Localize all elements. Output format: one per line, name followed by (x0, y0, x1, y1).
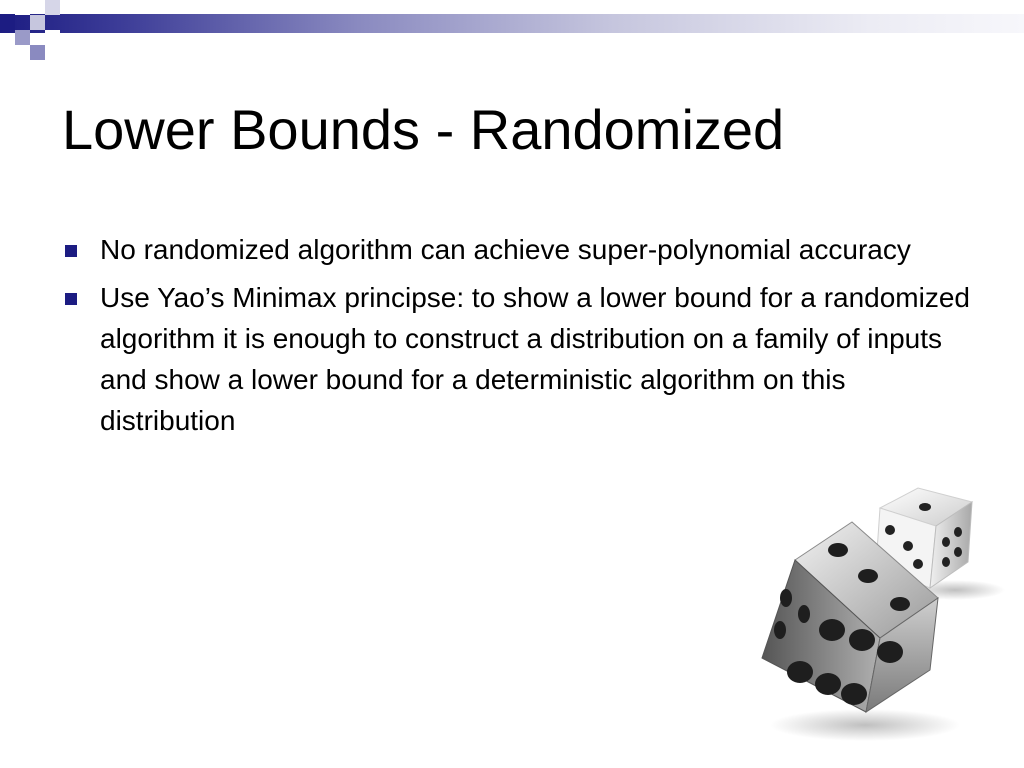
bullet-list (62, 229, 982, 448)
bullet-square-icon (65, 245, 77, 257)
corner-square (45, 0, 60, 15)
bullet-text: No randomized algorithm can achieve super-polynomial accuracy (100, 234, 911, 265)
corner-squares-decoration (0, 0, 80, 62)
corner-square (15, 0, 30, 15)
corner-square (0, 15, 15, 30)
corner-square (45, 30, 60, 45)
bullet-text: Use Yao’s Minimax principse: to show a lower bound for a randomized algorithm it is enough to construct a distribution on a family of inputs and show a lower bound for a deterministic algorithm on this distribution (100, 282, 970, 436)
corner-square (30, 45, 45, 60)
corner-square (15, 30, 30, 45)
bullet-square-icon (65, 293, 77, 305)
dice-shadow (770, 709, 960, 741)
bullet-item (62, 277, 982, 441)
header-gradient-bar (0, 14, 1024, 33)
bullet-item (62, 229, 982, 270)
corner-square (30, 15, 45, 30)
dice-icon (740, 480, 1010, 750)
slide-title: Lower Bounds - Randomized (62, 98, 785, 161)
